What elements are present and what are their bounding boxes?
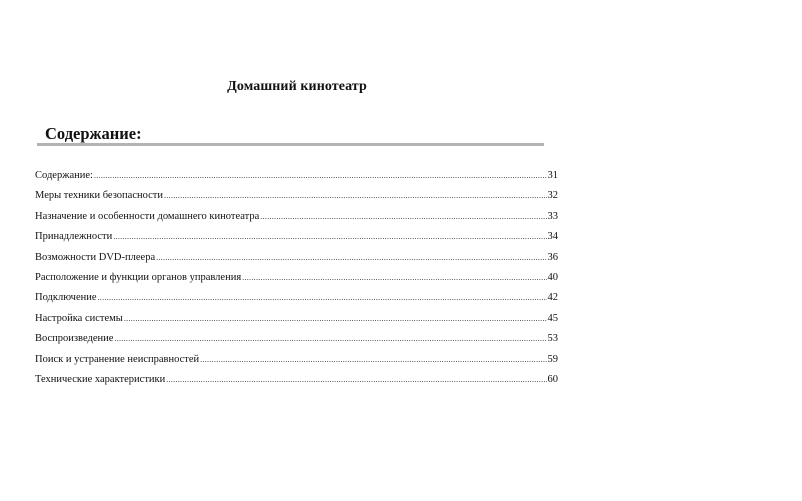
- toc-entry[interactable]: [35, 292, 558, 312]
- toc-entry-label: Возможности DVD-плеера: [35, 251, 156, 263]
- toc-dot-leader: [114, 333, 546, 345]
- toc-entry-page: 36: [547, 251, 558, 263]
- toc-entry[interactable]: [35, 333, 558, 353]
- toc-dot-leader: [98, 292, 547, 304]
- toc-entry-label: Принадлежности: [35, 231, 113, 243]
- toc-entry-label: Поиск и устранение неисправностей: [35, 353, 200, 365]
- toc-entry[interactable]: [35, 374, 558, 394]
- table-of-contents: [35, 170, 558, 394]
- document-title: Домашний кинотеатр: [227, 79, 367, 94]
- toc-entry-page: 40: [547, 271, 558, 283]
- toc-entry-page: 32: [547, 190, 558, 202]
- toc-entry[interactable]: [35, 272, 558, 292]
- toc-dot-leader: [156, 252, 546, 264]
- toc-entry[interactable]: [35, 231, 558, 251]
- toc-entry-page: 33: [547, 210, 558, 222]
- toc-entry[interactable]: [35, 211, 558, 231]
- toc-entry-page: 31: [547, 170, 558, 181]
- toc-entry-label: Содержание:: [35, 170, 93, 181]
- toc-entry[interactable]: [35, 252, 558, 272]
- toc-dot-leader: [166, 374, 546, 386]
- toc-entry-page: 34: [547, 231, 558, 243]
- toc-heading: Содержание:: [45, 124, 142, 143]
- toc-entry-page: 42: [547, 292, 558, 304]
- toc-entry-page: 53: [547, 333, 558, 345]
- toc-entry[interactable]: [35, 170, 558, 190]
- toc-dot-leader: [164, 190, 547, 202]
- toc-entry-label: Подключение: [35, 292, 97, 304]
- toc-entry-label: Технические характеристики: [35, 373, 166, 385]
- toc-entry[interactable]: [35, 190, 558, 210]
- toc-dot-leader: [200, 354, 546, 366]
- toc-dot-leader: [94, 170, 547, 182]
- toc-entry-page: 60: [547, 373, 558, 385]
- toc-entry[interactable]: [35, 354, 558, 374]
- toc-entry-label: Воспроизведение: [35, 333, 114, 345]
- toc-dot-leader: [113, 231, 546, 243]
- toc-entry-page: 45: [547, 312, 558, 324]
- toc-entry-page: 59: [547, 353, 558, 365]
- toc-entry-label: Назначение и особенности домашнего кинотеатра: [35, 210, 260, 222]
- toc-entry-label: Меры техники безопасности: [35, 190, 163, 202]
- heading-rule: [37, 143, 544, 146]
- toc-dot-leader: [124, 313, 547, 325]
- toc-entry[interactable]: [35, 313, 558, 333]
- toc-entry-label: Расположение и функции органов управления: [35, 271, 242, 283]
- toc-dot-leader: [260, 211, 546, 223]
- toc-entry-label: Настройка системы: [35, 312, 123, 324]
- toc-dot-leader: [242, 272, 546, 284]
